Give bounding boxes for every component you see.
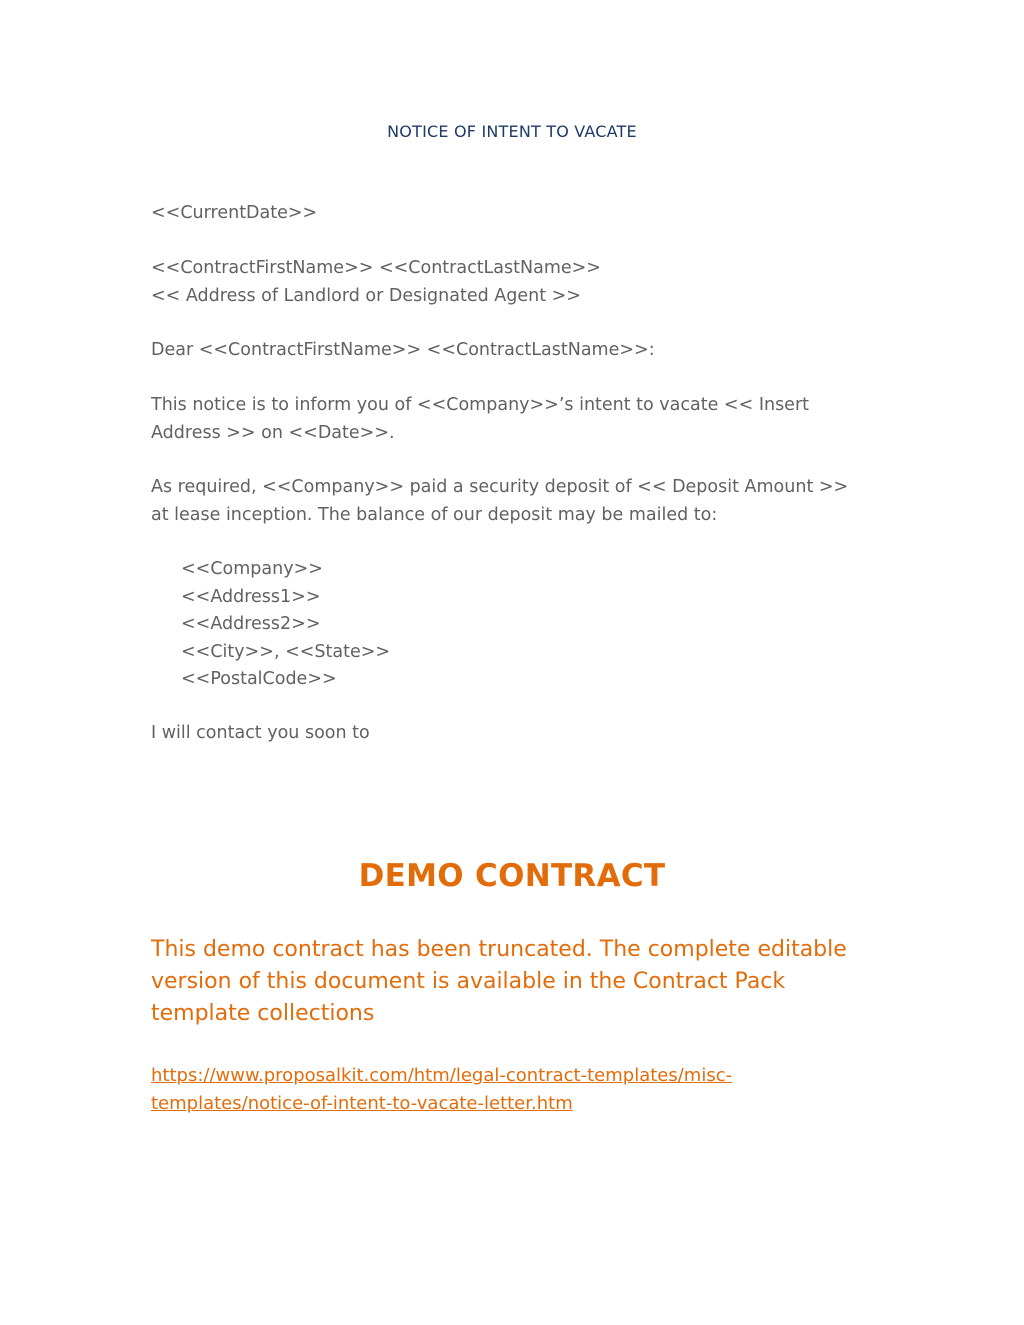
address-line-1: <<Address1>> [181,586,321,607]
document-title: NOTICE OF INTENT TO VACATE [387,122,637,141]
address-line-city-state: <<City>>, <<State>> [181,641,391,662]
paragraph-line: Address >> on <<Date>>. [151,422,395,443]
paragraph-line: This notice is to inform you of <<Company>>’s intent to vacate << Insert [151,395,810,415]
demo-link-block [151,1062,871,1117]
recipient-name: <<ContractFirstName>> <<ContractLastName>> [151,258,601,278]
address-line-company: <<Company>> [181,559,323,579]
demo-contract-heading: DEMO CONTRACT [358,858,666,894]
closing-text: I will contact you soon to [151,723,370,743]
salutation [151,337,871,365]
paragraph-line: As required, <<Company>> paid a security deposit of << Deposit Amount >> [151,477,849,497]
paragraph-intent [151,392,871,447]
recipient-block [151,255,871,310]
demo-notice-line: version of this document is available in the Contract Pack [151,969,786,994]
paragraph-deposit [151,474,871,529]
link-line[interactable]: https://www.proposalkit.com/htm/legal-contract-templates/misc- [151,1065,733,1086]
mailing-address-block [151,556,871,694]
address-line-postal: <<PostalCode>> [181,669,337,689]
salutation-text: Dear <<ContractFirstName>> <<ContractLastName>>: [151,340,655,360]
proposalkit-link[interactable] [151,1062,871,1117]
demo-notice-line: This demo contract has been truncated. The complete editable [151,937,847,962]
address-line-2: <<Address2>> [181,614,321,634]
recipient-address: << Address of Landlord or Designated Agent >> [151,285,581,306]
link-line[interactable]: templates/notice-of-intent-to-vacate-letter.htm [151,1092,573,1114]
demo-notice-text [151,934,871,1030]
closing-paragraph [151,720,871,748]
paragraph-line: at lease inception. The balance of our deposit may be mailed to: [151,504,718,525]
date-placeholder: <<CurrentDate>> [151,203,318,223]
demo-notice-line: template collections [151,1001,375,1026]
letter-date [151,200,871,228]
